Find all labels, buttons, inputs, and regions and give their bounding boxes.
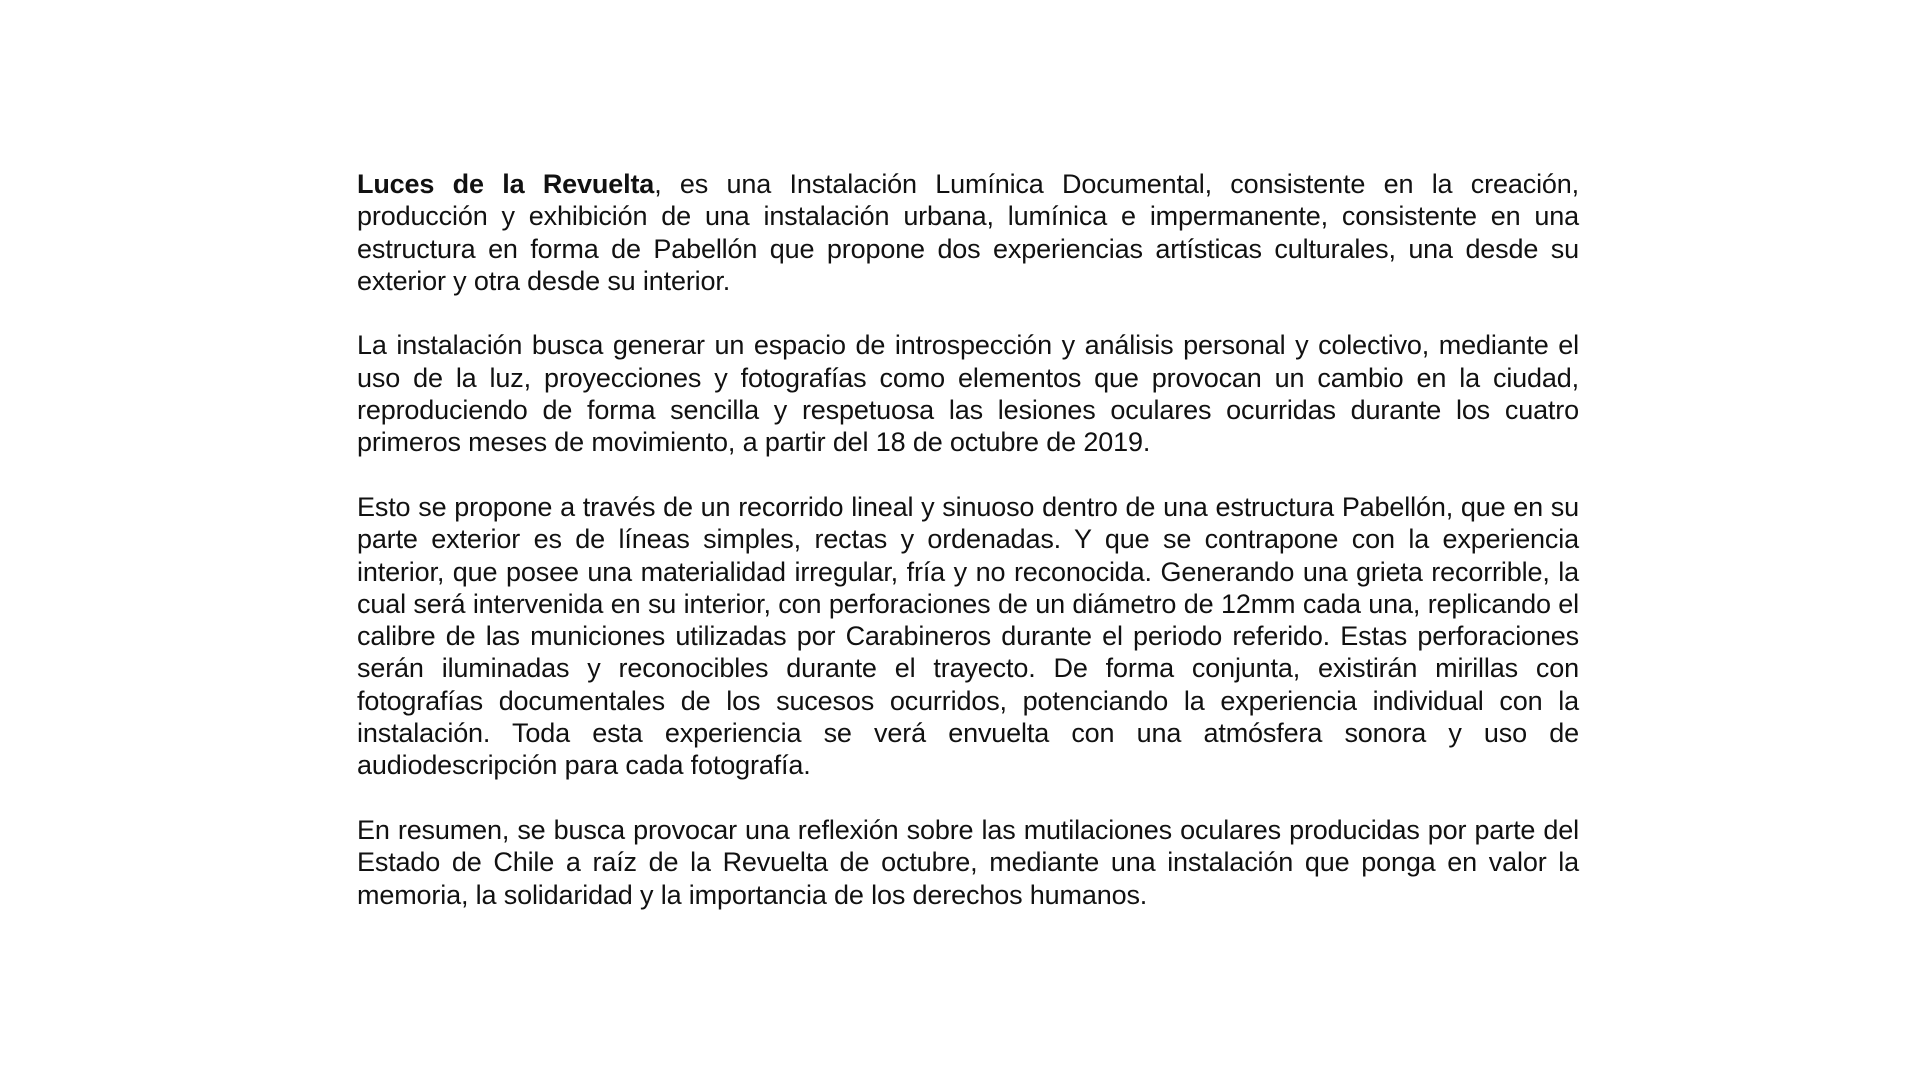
paragraph-description: Esto se propone a través de un recorrido lineal y sinuoso dentro de una estructura Pabellón, que en su parte exterior es de líneas simples, rectas y ordenadas. Y que se contrapone con la experiencia interior, que posee una materialidad irregular, fría y no reconocida. Generando una grieta recorrible, la cual será intervenida en su interior, con perforaciones de un diámetro de 12mm cada una, replicando el calibre de las municiones utilizadas por Carabineros durante el periodo referido. Estas perforaciones serán iluminadas y reconocibles durante el trayecto. De forma conjunta, existirán mirillas con fotografías documentales de los sucesos ocurridos, potenciando la experiencia individual con la instalación. Toda esta experiencia se verá envuelta con una atmósfera sonora y uso de audiodescripción para cada fotografía. [357,491,1579,781]
intro-text: , es una Instalación Lumínica Documental, consistente en la creación, producción y exhibición de una instalación urbana, lumínica e impermanente, consistente en una estructura en forma de Pabellón que propone dos experiencias artísticas culturales, una desde su exterior y otra desde su interior. [357,169,1579,296]
body-text [357,168,1579,911]
paragraph-objective: La instalación busca generar un espacio de introspección y análisis personal y colectivo, mediante el uso de la luz, proyecciones y fotografías como elementos que provocan un cambio en la ciudad, reproduciendo de forma sencilla y respetuosa las lesiones oculares ocurridas durante los cuatro primeros meses de movimiento, a partir del 18 de octubre de 2019. [357,330,1579,458]
paragraph-summary: En resumen, se busca provocar una reflexión sobre las mutilaciones oculares producidas por parte del Estado de Chile a raíz de la Revuelta de octubre, mediante una instalación que ponga en valor la memoria, la solidaridad y la importancia de los derechos humanos. [357,814,1579,910]
project-title: Luces de la Revuelta [357,169,655,199]
intro-paragraph [357,168,1579,297]
